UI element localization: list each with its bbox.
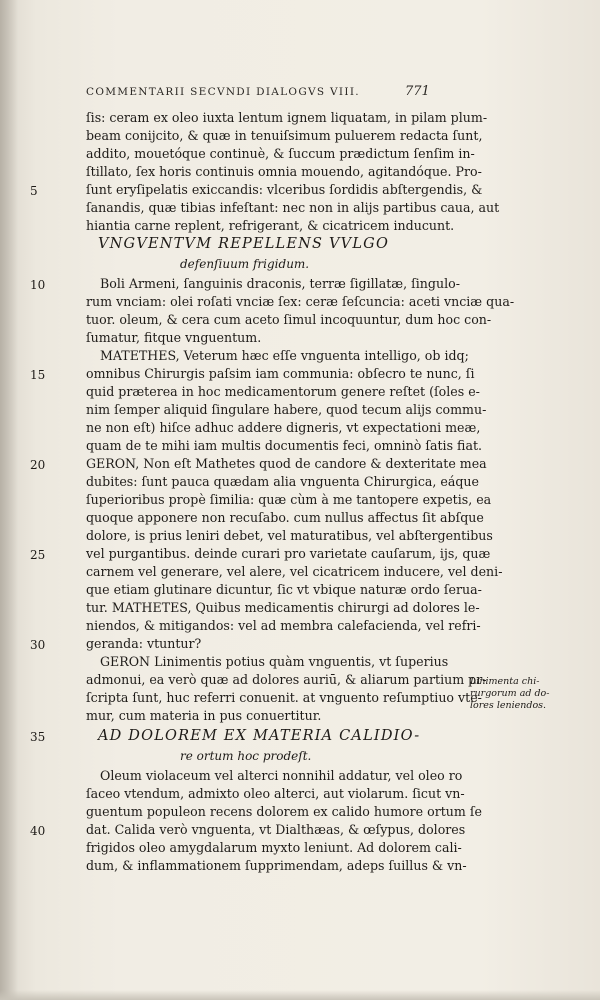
text-line: dat. Calida verò vnguenta, vt Dialthæas, & œſypus, dolores: [86, 822, 466, 837]
text-line: dolore, is prius leniri debet, vel maturatibus, vel abſtergentibus: [86, 528, 493, 543]
text-line: quoque apponere non recuſabo. cum nullus affectus ſit abſque: [86, 510, 484, 525]
text-line: dum, & inflammationem ſupprimendam, adeps ſuillus & vn-: [86, 858, 467, 873]
line-number: 15: [30, 368, 46, 382]
text-line: nim ſemper aliquid ſingulare habere, quod tecum alijs commu-: [86, 402, 487, 417]
text-line: vel purgantibus. deinde curari pro varietate cauſarum, ijs, quæ: [86, 546, 491, 561]
text-line: quam de te mihi iam multis documentis feci, omninò ſatis fiat.: [86, 438, 483, 453]
page-number: 771: [405, 84, 430, 99]
text-line: tur. MATHETES, Quibus medicamentis chirurgi ad dolores le-: [86, 600, 480, 615]
text-line: ſaceo vtendum, admixto oleo alterci, aut violarum. ſicut vn-: [86, 786, 465, 801]
text-line: ſunt eryſipelatis exiccandis: vlceribus ſordidis abſtergendis, &: [86, 182, 483, 197]
line-number: 20: [30, 458, 46, 472]
section-heading: AD DOLOREM EX MATERIA CALIDIO-: [98, 728, 421, 744]
text-line: omnibus Chirurgis paſsim iam communia: obſecro te nunc, ſi: [86, 366, 475, 381]
spine-shadow: [0, 0, 18, 1000]
text-line: Oleum violaceum vel alterci nonnihil addatur, vel oleo ro: [100, 768, 463, 783]
line-number: 35: [30, 730, 46, 744]
text-line: GERON, Non eſt Mathetes quod de candore & dexteritate mea: [86, 456, 487, 471]
line-number: 10: [30, 278, 46, 292]
text-line: ſtillato, ſex horis continuis omnia mouendo, agitandóque. Pro-: [86, 164, 482, 179]
section-subheading: defenſiuum frigidum.: [180, 257, 310, 271]
text-line: Boli Armeni, ſanguinis draconis, terræ ſigillatæ, ſingulo-: [100, 276, 460, 291]
text-line: que etiam glutinare dicuntur, ſic vt vbique naturæ ordo ſerua-: [86, 582, 482, 597]
line-number: 25: [30, 548, 46, 562]
text-line: rum vnciam: olei roſati vnciæ ſex: ceræ ſeſcuncia: aceti vnciæ qua-: [86, 294, 515, 309]
page-bottom-edge: [0, 990, 600, 1000]
line-number: 30: [30, 638, 46, 652]
text-line: frigidos oleo amygdalarum myxto leniunt. Ad dolorem cali-: [86, 840, 462, 855]
text-line: mur, cum materia in pus conuertitur.: [86, 708, 322, 723]
margin-note-line: rurgorum ad do-: [470, 688, 550, 699]
text-line: MATETHES, Veterum hæc eſſe vnguenta intelligo, ob idq;: [100, 348, 469, 363]
text-line: carnem vel generare, vel alere, vel cicatricem inducere, vel deni-: [86, 564, 503, 579]
line-number: 5: [30, 184, 38, 198]
text-line: admonui, ea verò quæ ad dolores auriū, & aliarum partium pr-: [86, 672, 487, 687]
text-line: guentum populeon recens dolorem ex calido humore ortum ſe: [86, 804, 482, 819]
margin-note-line: Linimenta chi-: [470, 676, 540, 687]
text-line: dubites: ſunt pauca quædam alia vnguenta Chirurgica, eáque: [86, 474, 479, 489]
running-title: COMMENTARII SECVNDI DIALOGVS VIII.: [86, 86, 360, 98]
text-line: addito, mouetóque continuè, & ſuccum prædictum ſenſim in-: [86, 146, 475, 161]
section-subheading: re ortum hoc prodeſt.: [180, 749, 312, 763]
text-line: ſcripta ſunt, huc referri conuenit. at vnguento reſumptiuo vte-: [86, 690, 482, 705]
margin-note-line: lores leniendos.: [470, 700, 547, 711]
text-line: niendos, & mitigandos: vel ad membra calefacienda, vel refri-: [86, 618, 481, 633]
text-line: ſuperioribus propè ſimilia: quæ cùm à me tantopere expetis, ea: [86, 492, 492, 507]
text-line: quid præterea in hoc medicamentorum genere reſtet (ſoles e-: [86, 384, 480, 399]
text-line: ſumatur, fitque vnguentum.: [86, 330, 262, 345]
text-line: geranda: vtuntur?: [86, 636, 202, 651]
text-line: ſis: ceram ex oleo iuxta lentum ignem liquatam, in pilam plum-: [86, 110, 488, 125]
text-line: beam conijcito, & quæ in tenuiſsimum puluerem redacta ſunt,: [86, 128, 483, 143]
text-line: hiantia carne replent, refrigerant, & cicatricem inducunt.: [86, 218, 455, 233]
line-number: 40: [30, 824, 46, 838]
text-line: tuor. oleum, & cera cum aceto ſimul incoquuntur, dum hoc con-: [86, 312, 492, 327]
text-line: ſanandis, quæ tibias infeſtant: nec non in alijs partibus caua, aut: [86, 200, 500, 215]
section-heading: VNGVENTVM REPELLENS VVLGO: [98, 236, 390, 252]
text-line: GERON Linimentis potius quàm vnguentis, vt ſuperius: [100, 654, 449, 669]
text-line: ne non eſt) hiſce adhuc addere digneris, vt expectationi meæ,: [86, 420, 481, 435]
